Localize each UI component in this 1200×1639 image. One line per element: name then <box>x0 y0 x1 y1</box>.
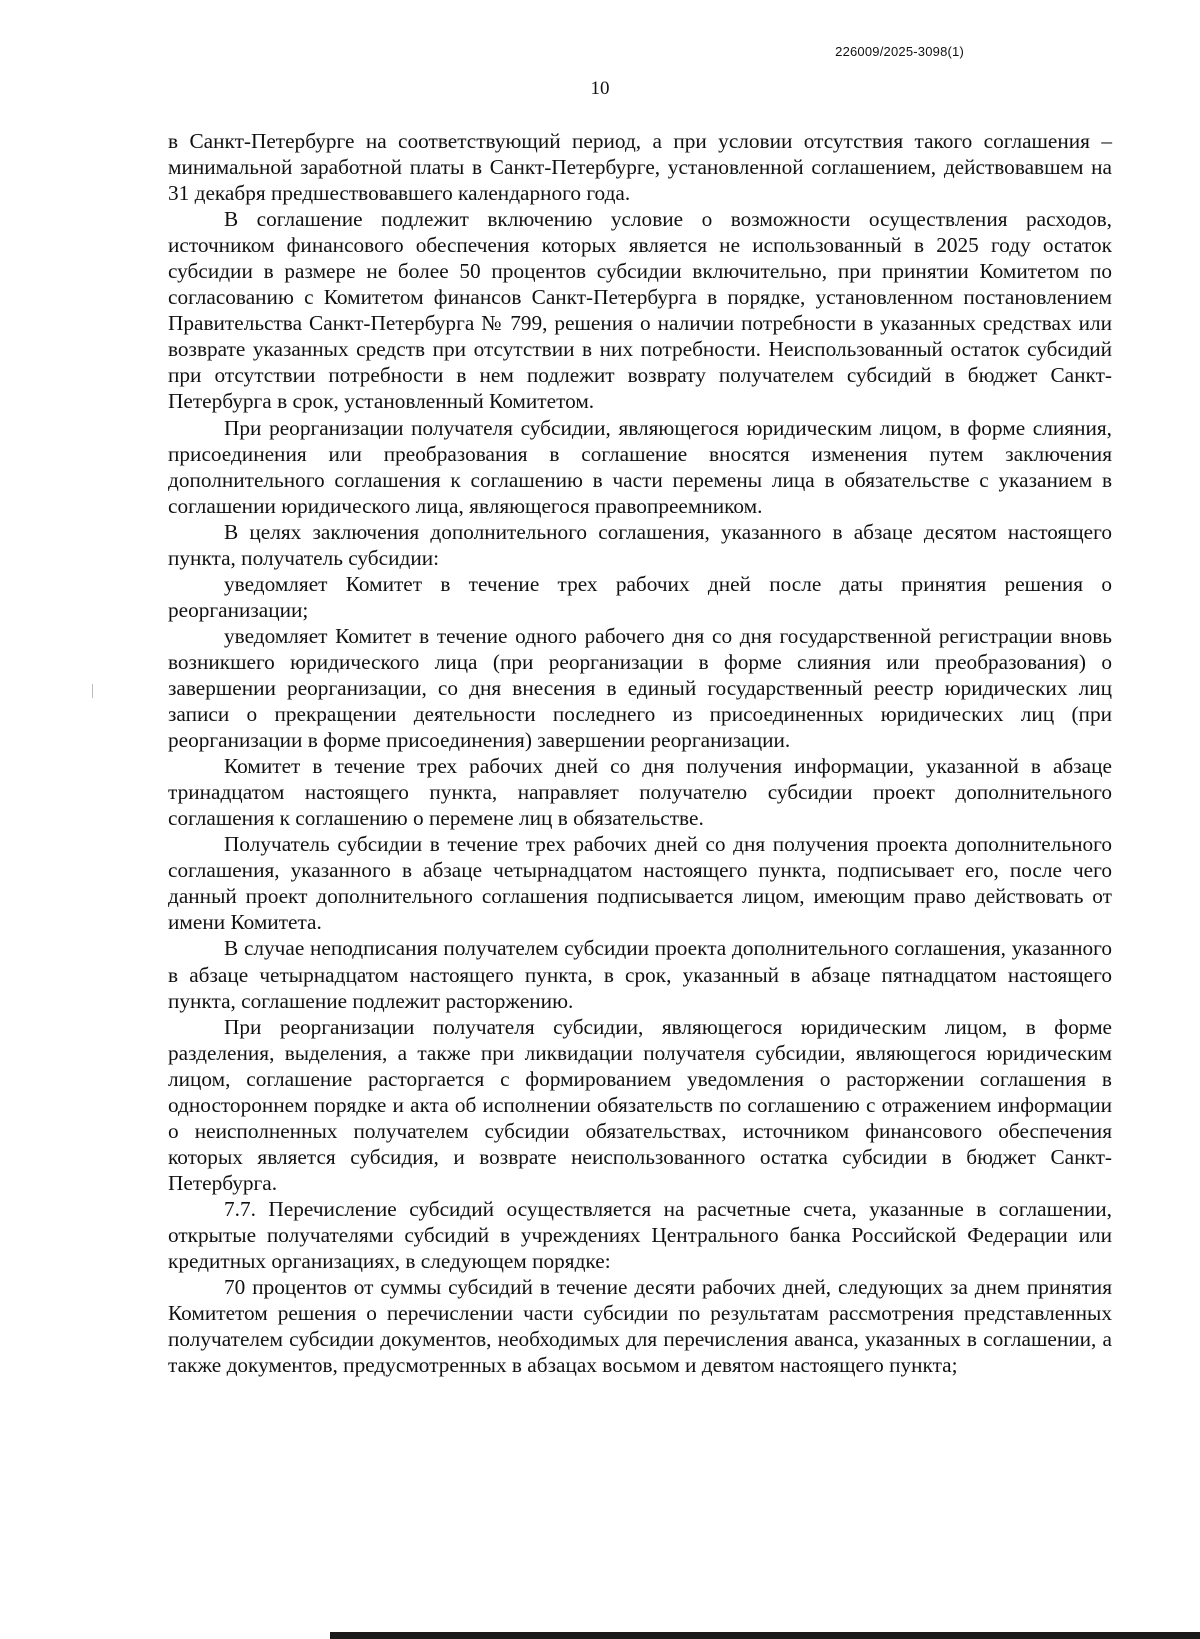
scan-margin-mark <box>92 684 93 698</box>
paragraph: в Санкт-Петербурге на соответствующий период, а при условии отсутствия такого соглашения – минимальной заработной платы в Санкт-Петербурге, установленной соглашением, действовавшем на 31 декабря предшествовавшего календарного года. <box>168 129 1112 206</box>
paragraph: уведомляет Комитет в течение одного рабочего дня со дня государственной регистрации вновь возникшего юридического лица (при реорганизации в форме слияния или преобразования) о завершении реорганизации, со дня внесения в единый государственный реестр юридических лиц записи о прекращении деятельности последнего из присоединенных юридических лиц (при реорганизации в форме присоединения) завершении реорганизации. <box>168 623 1112 753</box>
scan-bottom-edge <box>330 1632 1200 1639</box>
paragraph: уведомляет Комитет в течение трех рабочих дней после даты принятия решения о реорганизации; <box>168 571 1112 622</box>
paragraph: В целях заключения дополнительного соглашения, указанного в абзаце десятом настоящего пункта, получатель субсидии: <box>168 519 1112 570</box>
paragraph: При реорганизации получателя субсидии, являющегося юридическим лицом, в форме разделения, выделения, а также при ликвидации получателя субсидии, являющегося юридическим лицом, соглашение расторгается с формированием уведомления о расторжении соглашения в одностороннем порядке и акта об исполнении обязательств по соглашению с отражением информации о неисполненных получателем субсидии обязательствах, источником финансового обеспечения которых является субсидия, и возврате неиспользованного остатка субсидии в бюджет Санкт-Петербурга. <box>168 1014 1112 1195</box>
paragraph: 7.7. Перечисление субсидий осуществляется на расчетные счета, указанные в соглашении, открытые получателями субсидий в учреждениях Центрального банка Российской Федерации или кредитных организациях, в следующем порядке: <box>168 1196 1112 1274</box>
page-number: 10 <box>590 78 610 99</box>
paragraph: Получатель субсидии в течение трех рабочих дней со дня получения проекта дополнительного соглашения, указанного в абзаце четырнадцатом настоящего пункта, подписывает его, после чего данный проект дополнительного соглашения подписывается лицом, имеющим право действовать от имени Комитета. <box>168 832 1112 935</box>
paragraph: В соглашение подлежит включению условие о возможности осуществления расходов, источником финансового обеспечения которых является не использованный в 2025 году остаток субсидии в размере не более 50 процентов субсидии включительно, при принятии Комитетом по согласованию с Комитетом финансов Санкт-Петербурга в порядке, установленном постановлением Правительства Санкт-Петербурга № 799, решения о наличии потребности в указанных средствах или возврате указанных средств при отсутствии в них потребности. Неиспользованный остаток субсидий при отсутствии потребности в нем подлежит возврату получателем субсидий в бюджет Санкт-Петербурга в срок, установленный Комитетом. <box>168 207 1112 414</box>
paragraph: Комитет в течение трех рабочих дней со дня получения информации, указанной в абзаце тринадцатом настоящего пункта, направляет получателю субсидии проект дополнительного соглашения к соглашению о перемене лиц в обязательстве. <box>168 754 1112 831</box>
paragraph: 70 процентов от суммы субсидий в течение десяти рабочих дней, следующих за днем принятия Комитетом решения о перечислении части субсидии по результатам рассмотрения представленных получателем субсидии документов, необходимых для перечисления аванса, указанных в соглашении, а также документов, предусмотренных в абзацах восьмом и девятом настоящего пункта; <box>168 1275 1112 1378</box>
document-registration-number: 226009/2025-3098(1) <box>835 44 964 59</box>
document-body <box>168 128 1112 1378</box>
paragraph: При реорганизации получателя субсидии, являющегося юридическим лицом, в форме слияния, присоединения или преобразования в соглашение вносятся изменения путем заключения дополнительного соглашения к соглашению в части перемены лица в обязательстве с указанием в соглашении юридического лица, являющегося правопреемником. <box>168 415 1112 518</box>
paragraph: В случае неподписания получателем субсидии проекта дополнительного соглашения, указанного в абзаце четырнадцатом настоящего пункта, в срок, указанный в абзаце пятнадцатом настоящего пункта, соглашение подлежит расторжению. <box>168 936 1112 1013</box>
